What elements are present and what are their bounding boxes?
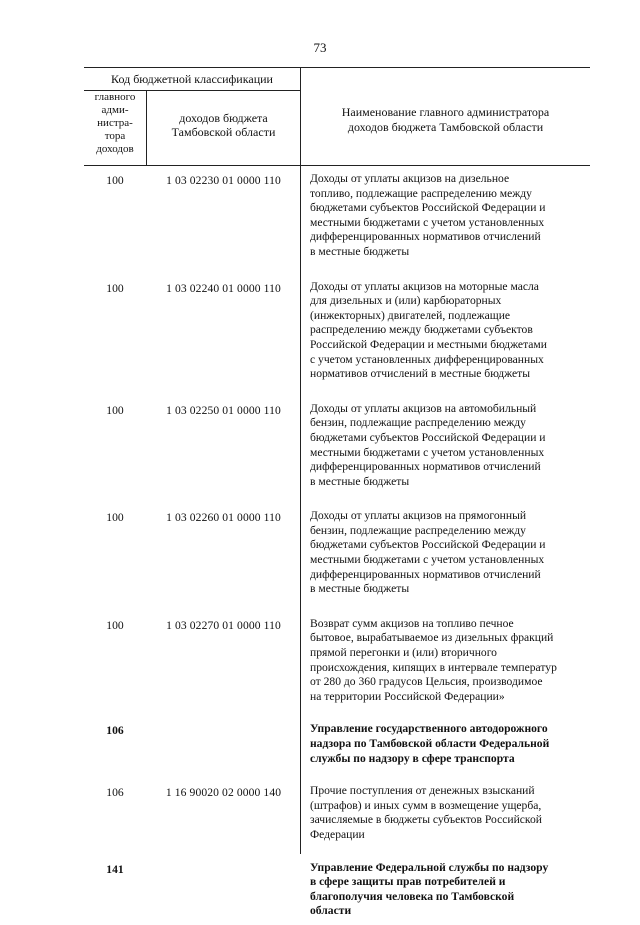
- name-line: Управление государственного автодорожного: [310, 722, 548, 736]
- name-line: происхождения, кипящих в интервале температур: [310, 660, 557, 674]
- header-line: главного: [94, 91, 136, 103]
- header-line: нистра-: [97, 117, 133, 129]
- cell-admin-code: 100: [106, 511, 124, 525]
- name-line: дифференцированных нормативов отчислений: [310, 230, 541, 244]
- name-line: распределению между бюджетами субъектов: [310, 323, 533, 337]
- cell-administrator-name: [310, 503, 586, 603]
- name-line: в местные бюджеты: [310, 474, 410, 488]
- cell-administrator-name: [310, 855, 586, 925]
- table-row: [84, 166, 590, 266]
- header-line: Тамбовской области: [171, 125, 276, 139]
- header-line: Наименование главного администратора: [341, 105, 550, 119]
- cell-administrator-name: [310, 611, 586, 711]
- name-line: Доходы от уплаты акцизов на автомобильный: [310, 401, 537, 415]
- name-line: зачисляемые в бюджеты субъектов Российской: [310, 813, 542, 827]
- name-line: Российской Федерации и местными бюджетами: [310, 337, 547, 351]
- header-divider-admin: [146, 90, 147, 165]
- cell-budget-code: 1 03 02270 01 0000 110: [166, 618, 281, 632]
- name-line: Управление Федеральной службы по надзору: [310, 860, 549, 874]
- table-row: [84, 274, 590, 388]
- cell-admin-code: 141: [106, 862, 124, 876]
- name-line: благополучия человека по Тамбовской: [310, 889, 515, 903]
- header-divider-name: [300, 67, 301, 165]
- name-line: бензин, подлежащие распределению между: [310, 523, 526, 537]
- cell-budget-code: 1 03 02230 01 0000 110: [166, 174, 281, 187]
- budget-classification-table: [84, 67, 590, 925]
- name-line: на территории Российской Федерации»: [310, 689, 505, 703]
- name-line: надзора по Тамбовской области Федеральной: [310, 737, 550, 750]
- cell-admin-code: 106: [106, 786, 124, 800]
- cell-admin-code: 100: [106, 174, 124, 187]
- name-line: топливо, подлежащие распределению между: [310, 186, 532, 200]
- page-number: 73: [313, 40, 327, 55]
- name-line: бензин, подлежащие распределению между: [310, 416, 526, 430]
- header-line: доходов бюджета: [179, 111, 268, 125]
- table-row: [84, 778, 590, 848]
- name-line: (штрафов) и иных сумм в возмещение ущерба,: [310, 798, 542, 812]
- name-line: местными бюджетами с учетом установленных: [310, 215, 545, 229]
- name-line: бюджетами субъектов Российской Федерации и: [310, 538, 546, 552]
- name-line: бюджетами субъектов Российской Федерации и: [310, 201, 546, 215]
- name-line: местными бюджетами с учетом установленных: [310, 553, 545, 567]
- cell-admin-code: 106: [106, 724, 124, 738]
- header-line: тора: [104, 130, 126, 142]
- name-line: Прочие поступления от денежных взысканий: [310, 784, 535, 798]
- name-line: для дизельных и (или) карбюраторных: [310, 294, 502, 308]
- name-line: Доходы от уплаты акцизов на моторные масла: [310, 279, 539, 293]
- table-row: [84, 855, 590, 925]
- name-line: прямой перегонки и (или) вторичного: [310, 646, 497, 660]
- table-row: [84, 611, 590, 711]
- header-line: доходов бюджета Тамбовской области: [347, 120, 544, 134]
- cell-budget-code: 1 03 02260 01 0000 110: [166, 511, 281, 525]
- name-line: Федерации: [310, 827, 365, 841]
- name-line: (инжекторных) двигателей, подлежащие: [310, 308, 511, 322]
- cell-budget-code: 1 03 02240 01 0000 110: [166, 281, 281, 295]
- name-line: местными бюджетами с учетом установленных: [310, 445, 545, 459]
- name-line: бытовое, вырабатываемое из дизельных фракций: [310, 631, 554, 645]
- table-row: [84, 716, 590, 772]
- name-line: области: [310, 904, 352, 918]
- name-line: бюджетами субъектов Российской Федерации и: [310, 430, 546, 444]
- name-line: от 280 до 360 градусов Цельсия, производимое: [310, 675, 543, 689]
- header-budget-income: [147, 111, 300, 139]
- header-top-border: [300, 67, 590, 68]
- cell-admin-code: 100: [106, 403, 124, 417]
- cell-administrator-name: [310, 716, 586, 772]
- table-row: [84, 396, 590, 496]
- name-line: в сфере защиты прав потребителей и: [310, 875, 506, 889]
- cell-administrator-name: [310, 778, 586, 848]
- name-line: Возврат сумм акцизов на топливо печное: [310, 616, 514, 630]
- name-line: нормативов отчислений в местные бюджеты: [310, 367, 531, 381]
- name-line: Доходы от уплаты акцизов на прямогонный: [310, 509, 527, 523]
- header-administrator-name: [301, 105, 590, 135]
- table-body: [84, 166, 590, 925]
- cell-administrator-name: [310, 396, 586, 496]
- cell-administrator-name: [310, 166, 586, 266]
- name-line: дифференцированных нормативов отчислений: [310, 567, 541, 581]
- table-header: [84, 67, 590, 166]
- name-line: с учетом установленных дифференцированных: [310, 352, 544, 366]
- name-line: службы по надзору в сфере транспорта: [310, 751, 515, 765]
- header-chief-administrator: [84, 91, 146, 163]
- cell-budget-code: 1 03 02250 01 0000 110: [166, 403, 281, 417]
- cell-admin-code: 100: [106, 281, 124, 295]
- name-line: дифференцированных нормативов отчислений: [310, 460, 541, 474]
- name-line: в местные бюджеты: [310, 582, 410, 596]
- cell-admin-code: 100: [106, 618, 124, 632]
- name-line: в местные бюджеты: [310, 244, 410, 258]
- name-line: Доходы от уплаты акцизов на дизельное: [310, 172, 510, 185]
- header-line: адми-: [101, 104, 129, 116]
- cell-administrator-name: [310, 274, 586, 388]
- cell-budget-code: 1 16 90020 02 0000 140: [165, 786, 282, 800]
- header-line: доходов: [96, 143, 134, 155]
- table-row: [84, 503, 590, 603]
- header-classification-code: Код бюджетной классификации: [84, 67, 300, 91]
